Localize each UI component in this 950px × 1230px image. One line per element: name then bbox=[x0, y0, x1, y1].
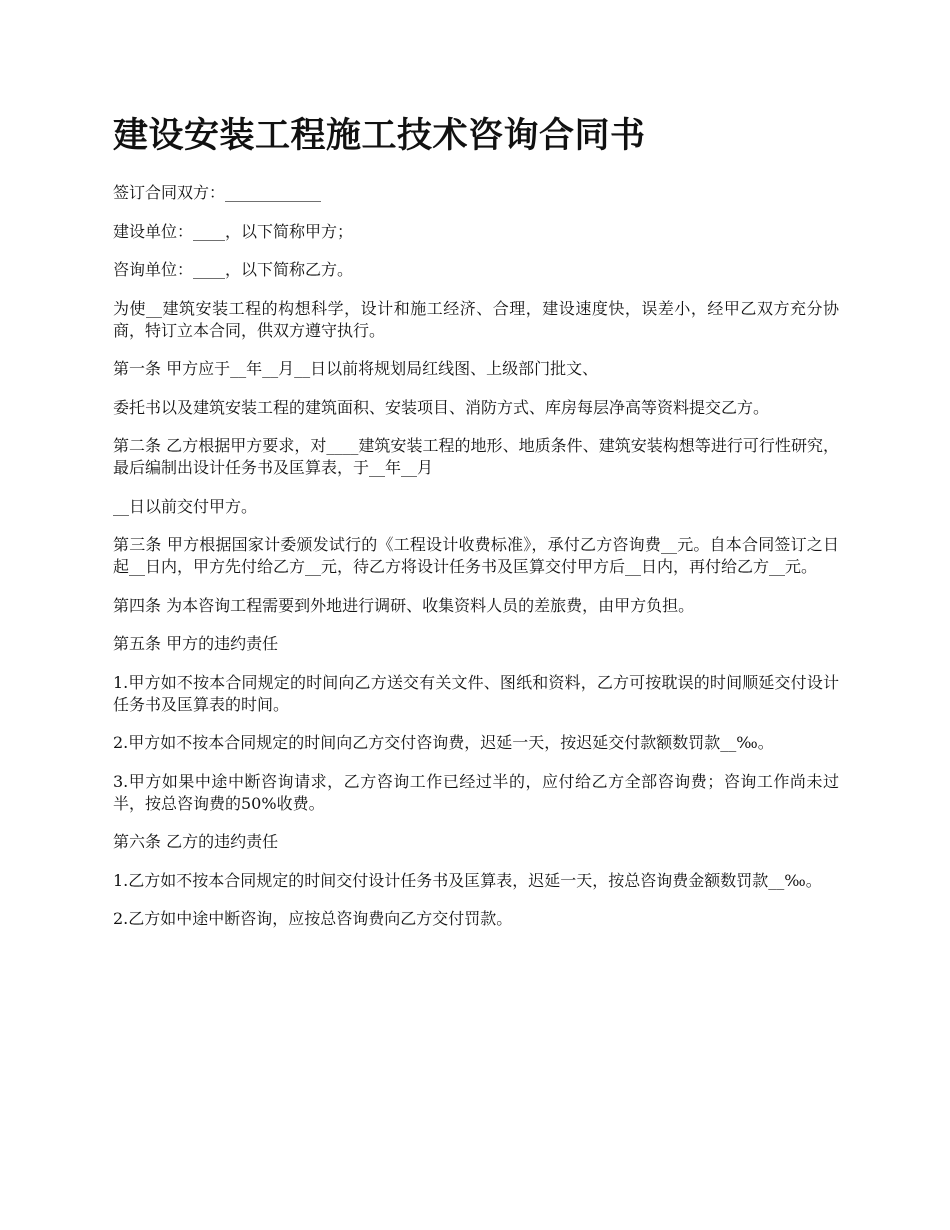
document-page bbox=[113, 112, 839, 947]
paragraph-party-b: 咨询单位：____，以下简称乙方。 bbox=[113, 260, 354, 279]
paragraph-article-1: 第一条 甲方应于__年__月__日以前将规划局红线图、上级部门批文、 bbox=[113, 359, 599, 378]
paragraph-article-5-item-2: 2.甲方如不按本合同规定的时间向乙方交付咨询费，迟延一天，按迟延交付款额数罚款__‰。 bbox=[113, 733, 774, 752]
document-title: 建设安装工程施工技术咨询合同书 bbox=[113, 115, 646, 156]
paragraph-article-6: 第六条 乙方的违约责任 bbox=[113, 832, 279, 851]
paragraph-article-3: 第三条 甲方根据国家计委颁发试行的《工程设计收费标准》，承付乙方咨询费__元。自本合同签订之日起__日内，甲方先付给乙方__元，待乙方将设计任务书及匡算交付甲方后__日内，再付给乙方__元。 bbox=[113, 535, 839, 576]
paragraph-article-5-item-1: 1.甲方如不按本合同规定的时间向乙方送交有关文件、图纸和资料，乙方可按耽误的时间顺延交付设计任务书及匡算表的时间。 bbox=[113, 672, 839, 714]
paragraph-article-6-item-2: 2.乙方如中途中断咨询，应按总咨询费向乙方交付罚款。 bbox=[113, 909, 513, 928]
paragraph-article-1-cont: 委托书以及建筑安装工程的建筑面积、安装项目、消防方式、库房每层净高等资料提交乙方。 bbox=[113, 397, 770, 417]
paragraph-party-a: 建设单位：____，以下简称甲方； bbox=[113, 221, 354, 241]
paragraph-article-5-item-3: 3.甲方如果中途中断咨询请求，乙方咨询工作已经过半的，应付给乙方全部咨询费；咨询工作尚未过半，按总咨询费的50%收费。 bbox=[113, 771, 839, 813]
paragraph-article-6-item-1: 1.乙方如不按本合同规定的时间交付设计任务书及匡算表，迟延一天，按总咨询费金额数罚款__‰。 bbox=[113, 870, 822, 890]
paragraph-article-4: 第四条 为本咨询工程需要到外地进行调研、收集资料人员的差旅费，由甲方负担。 bbox=[113, 595, 695, 615]
paragraph-parties: 签订合同双方：____________ bbox=[113, 183, 322, 202]
paragraph-article-5: 第五条 甲方的违约责任 bbox=[113, 634, 279, 653]
paragraph-article-2-cont: __日以前交付甲方。 bbox=[113, 496, 258, 516]
paragraph-preamble: 为使__建筑安装工程的构想科学，设计和施工经济、合理，建设速度快，误差小，经甲乙双方充分协商，特订立本合同，供双方遵守执行。 bbox=[113, 298, 839, 340]
paragraph-article-2: 第二条 乙方根据甲方要求，对____建筑安装工程的地形、地质条件、建筑安装构想等进行可行性研究，最后编制出设计任务书及匡算表，于__年__月 bbox=[113, 436, 839, 477]
